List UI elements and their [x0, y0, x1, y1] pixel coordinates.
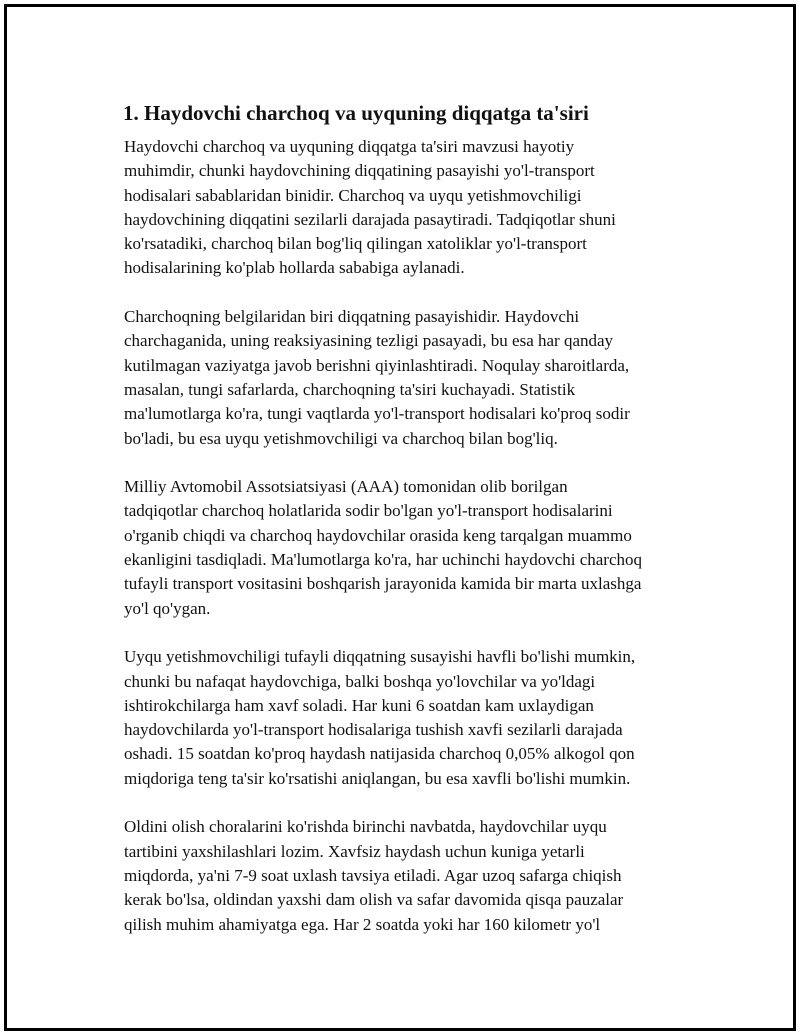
document-body: [120, 99, 700, 937]
page-frame: [4, 4, 796, 1031]
paragraph-3: Milliy Avtomobil Assotsiatsiyasi (AAA) tomonidan olib borilgan tadqiqotlar charchoq holatlarida sodir bo'lgan yo'l-transport hodisalarini o'rganib chiqdi va charchoq haydovchilar orasida keng tarqalgan muammo ekanligini tasdiqladi. Ma'lumotlarga ko'ra, har uchinchi haydovchi charchoq tufayli transport vositasini boshqarish jarayonida kamida bir marta uxlashga yo'l qo'ygan.: [124, 477, 643, 618]
paragraph-4: Uyqu yetishmovchiligi tufayli diqqatning susayishi havfli bo'lishi mumkin, chunki bu nafaqat haydovchiga, balki boshqa yo'lovchilar va yo'ldagi ishtirokchilarga ham xavf soladi. Har kuni 6 soatdan kam uxlaydigan haydovchilarda yo'l-transport hodisalariga tushish xavfi sezilarli darajada oshadi. 15 soatdan ko'proq haydash natijasida charchoq 0,05% alkogol qon miqdoriga teng ta'sir ko'rsatishi aniqlangan, bu esa xavfli bo'lishi mumkin.: [124, 647, 636, 788]
section-heading: 1. Haydovchi charchoq va uyquning diqqatga ta'siri: [123, 101, 589, 125]
paragraph-1: Haydovchi charchoq va uyquning diqqatga ta'siri mavzusi hayotiy muhimdir, chunki haydovchining diqqatining pasayishi yo'l-transport hodisalari sabablaridan binidir. Charchoq va uyqu yetishmovchiligi haydovchining diqqatini sezilarli darajada pasaytiradi. Tadqiqotlar shuni ko'rsatadiki, charchoq bilan bog'liq qilingan xatoliklar yo'l-transport hodisalarining ko'plab hollarda sababiga aylanadi.: [124, 137, 616, 278]
paragraph-5: Oldini olish choralarini ko'rishda birinchi navbatda, haydovchilar uyqu tartibini yaxshilashlari lozim. Xavfsiz haydash uchun kuniga yetarli miqdorda, ya'ni 7-9 soat uxlash tavsiya etiladi. Agar uzoq safarga chiqish kerak bo'lsa, oldindan yaxshi dam olish va safar davomida qisqa pauzalar qilish muhim ahamiyatga ega. Har 2 soatda yoki har 160 kilometr yo'l: [124, 817, 624, 934]
paragraph-2: Charchoqning belgilaridan biri diqqatning pasayishidir. Haydovchi charchaganida, uning reaksiyasining tezligi pasayadi, bu esa har qanday kutilmagan vaziyatga javob berishni qiyinlashtiradi. Noqulay sharoitlarda, masalan, tungi safarlarda, charchoqning ta'siri kuchayadi. Statistik ma'lumotlarga ko'ra, tungi vaqtlarda yo'l-transport hodisalari ko'proq sodir bo'ladi, bu esa uyqu yetishmovchiligi va charchoq bilan bog'liq.: [124, 307, 630, 448]
